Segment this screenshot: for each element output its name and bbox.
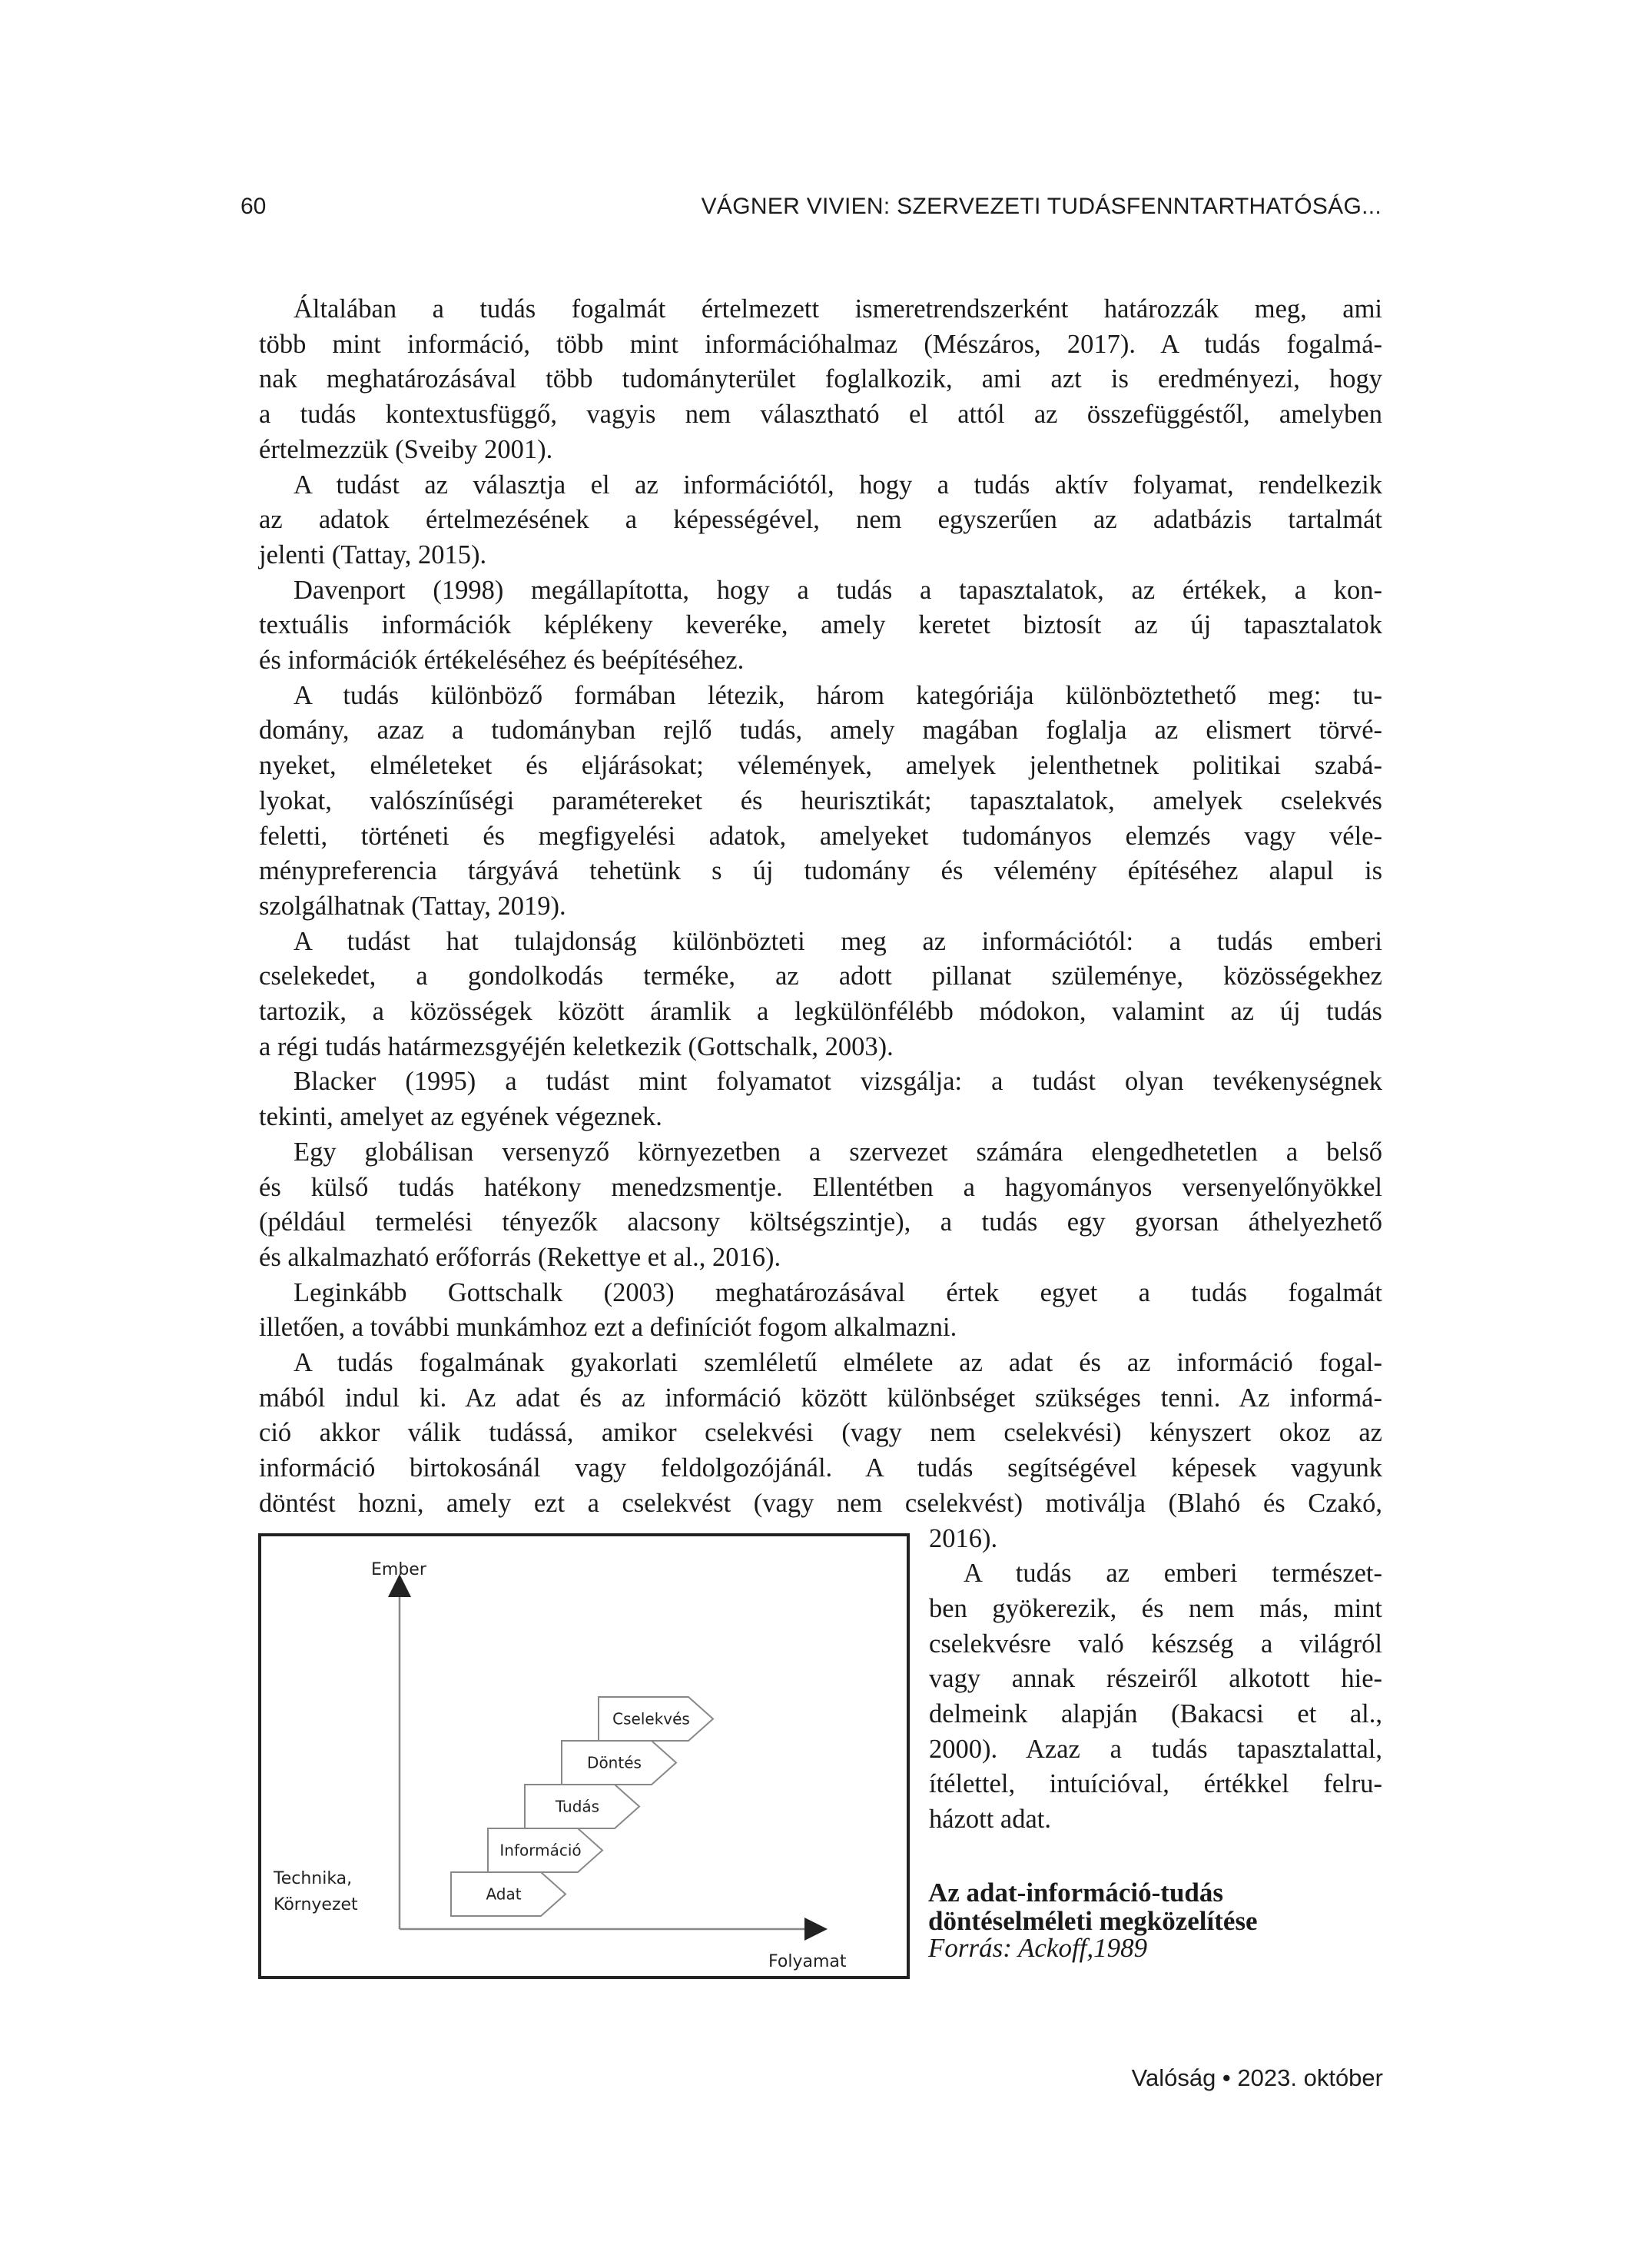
body-line: Egy globálisan versenyző környezetben a szervezet számára elengedhetetlen a belső xyxy=(294,1137,1382,1167)
footer-journal-issue: Valóság • 2023. október xyxy=(1131,2064,1383,2091)
body-line: és információk értékeléséhez és beépítéséhez. xyxy=(259,646,745,675)
page-number: 60 xyxy=(240,194,267,219)
right-column-line: delmeink alapján (Bakacsi et al., xyxy=(929,1699,1382,1728)
body-line: az adatok értelmezésének a képességével, nem egyszerűen az adatbázis tartalmát xyxy=(259,505,1382,535)
figure-adat-informacio-tudas xyxy=(258,1533,910,1979)
body-line: a régi tudás határmezsgyéjén keletkezik (Gottschalk, 2003). xyxy=(259,1031,894,1061)
body-line: nyeket, elméleteket és eljárásokat; vélemények, amelyek jelenthetnek politikai szabá- xyxy=(259,751,1382,781)
body-line: szolgálhatnak (Tattay, 2019). xyxy=(259,891,566,921)
body-line: és külső tudás hatékony menedzsmentje. Ellentétben a hagyományos versenyelőnyökkel xyxy=(259,1172,1382,1202)
body-line: Általában a tudás fogalmát értelmezett ismeretrendszerként határozzák meg, ami xyxy=(294,294,1382,324)
body-line: (például termelési tényezők alacsony költségszintje), a tudás egy gyorsan áthelyezhető xyxy=(259,1207,1382,1237)
body-line: feletti, történeti és megfigyelési adatok, amelyeket tudományos elemzés vagy véle- xyxy=(259,821,1382,851)
body-line: cselekedet, a gondolkodás terméke, az adott pillanat szüleménye, közösségekhez xyxy=(259,961,1382,991)
step-label: Cselekvés xyxy=(612,1709,690,1728)
figure-diagram xyxy=(261,1536,907,1976)
body-line: Davenport (1998) megállapította, hogy a tudás a tapasztalatok, az értékek, a kon- xyxy=(294,575,1382,605)
running-title: VÁGNER VIVIEN: SZERVEZETI TUDÁSFENNTARTHATÓSÁG... xyxy=(701,194,1382,219)
body-line: A tudást hat tulajdonság különbözteti meg az információtól: a tudás emberi xyxy=(294,926,1382,956)
x-axis-label: Folyamat xyxy=(768,1952,847,1971)
body-line: domány, azaz a tudományban rejlő tudás, amely magában foglalja az elismert törvé- xyxy=(259,716,1382,745)
body-line: döntést hozni, amely ezt a cselekvést (vagy nem cselekvést) motiválja (Blahó és Czakó, xyxy=(259,1488,1382,1518)
y-axis-label: Ember xyxy=(371,1560,426,1579)
left-label-kornyezet: Környezet xyxy=(274,1895,358,1914)
step-label: Adat xyxy=(486,1884,522,1904)
body-line: a tudás kontextusfüggő, vagyis nem választható el attól az összefüggéstől, amelyben xyxy=(259,400,1382,430)
body-line: A tudás különböző formában létezik, három kategóriája különböztethető meg: tu- xyxy=(294,680,1382,710)
steps-group xyxy=(451,1697,713,1916)
body-line: jelenti (Tattay, 2015). xyxy=(259,540,487,569)
right-column-line: ben gyökerezik, és nem más, mint xyxy=(929,1593,1382,1623)
left-label-technika: Technika, xyxy=(274,1869,353,1888)
body-line: illetően, a további munkámhoz ezt a definíciót fogom alkalmazni. xyxy=(259,1313,957,1343)
right-column-line: házott adat. xyxy=(929,1805,1052,1835)
figure-caption-title-1: Az adat-információ-tudás xyxy=(928,1878,1223,1908)
body-line: értelmezzük (Sveiby 2001). xyxy=(259,434,553,464)
right-column-line: 2016). xyxy=(929,1523,998,1553)
right-column-line: A tudás az emberi természet- xyxy=(964,1559,1382,1589)
body-line: ció akkor válik tudássá, amikor cselekvési (vagy nem cselekvési) kényszert okoz az xyxy=(259,1418,1382,1448)
right-column-line: 2000). Azaz a tudás tapasztalattal, xyxy=(929,1734,1382,1764)
body-line: textuális információk képlékeny keveréke, amely keretet biztosít az új tapasztalatok xyxy=(259,610,1382,640)
body-line: tartozik, a közösségek között áramlik a legkülönfélébb módokon, valamint az új tudás xyxy=(259,997,1382,1026)
body-line: mából indul ki. Az adat és az információ között különbséget szükséges tenni. Az informá- xyxy=(259,1383,1382,1413)
body-line: Blacker (1995) a tudást mint folyamatot vizsgálja: a tudást olyan tevékenységnek xyxy=(294,1067,1382,1097)
right-column-line: cselekvésre való készség a világról xyxy=(929,1629,1382,1659)
body-line: tekinti, amelyet az egyének végeznek. xyxy=(259,1102,662,1132)
step-label: Tudás xyxy=(555,1797,600,1816)
right-column-line: vagy annak részeiről alkotott hie- xyxy=(929,1664,1382,1694)
figure-caption-source: Forrás: Ackoff,1989 xyxy=(928,1933,1148,1963)
figure-caption-title-2: döntéselméleti megközelítése xyxy=(928,1906,1258,1936)
body-line: Leginkább Gottschalk (2003) meghatározásával értek egyet a tudás fogalmát xyxy=(294,1277,1382,1307)
body-line: és alkalmazható erőforrás (Rekettye et al., 2016). xyxy=(259,1242,781,1272)
body-line: ménypreferencia tárgyává tehetünk s új tudomány és vélemény építéséhez alapul is xyxy=(259,856,1382,886)
step-label: Információ xyxy=(499,1841,582,1860)
body-line: nak meghatározásával több tudományterület foglalkozik, ami azt is eredményezi, hogy xyxy=(259,364,1382,394)
body-line: több mint információ, több mint információhalmaz (Mészáros, 2017). A tudás fogalmá- xyxy=(259,329,1382,359)
step-label: Döntés xyxy=(587,1753,642,1772)
body-line: lyokat, valószínűségi paramétereket és heurisztikát; tapasztalatok, amelyek cselekvés xyxy=(259,785,1382,815)
right-column-line: ítélettel, intuícióval, értékkel felru- xyxy=(929,1769,1382,1799)
body-line: információ birtokosánál vagy feldolgozójánál. A tudás segítségével képesek vagyunk xyxy=(259,1453,1382,1483)
body-line: A tudást az választja el az információtól, hogy a tudás aktív folyamat, rendelkezik xyxy=(294,470,1382,500)
body-line: A tudás fogalmának gyakorlati szemléletű elmélete az adat és az információ fogal- xyxy=(294,1348,1382,1377)
